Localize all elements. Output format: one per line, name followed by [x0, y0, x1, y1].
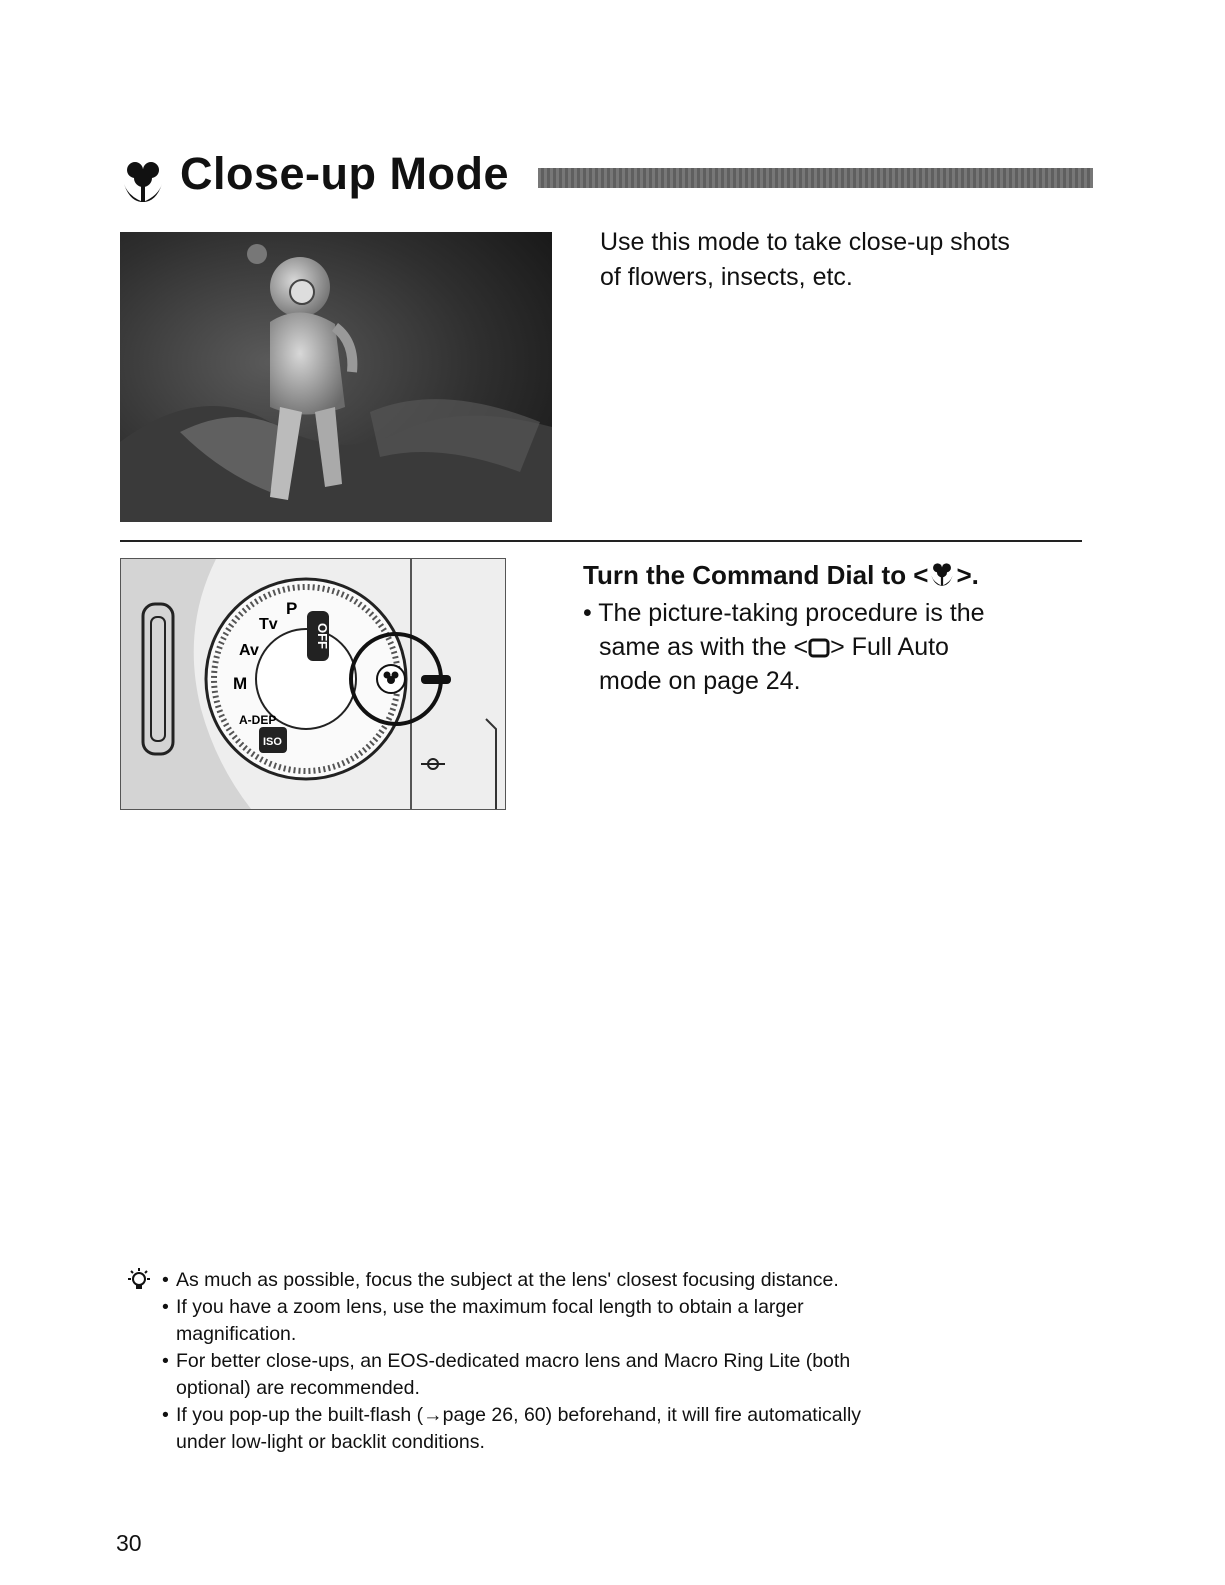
- bullet: •: [162, 1269, 169, 1291]
- intro-line: Use this mode to take close-up shots: [600, 228, 1010, 256]
- step-heading-suffix: >.: [956, 560, 979, 590]
- tips-section: [124, 1267, 1084, 1456]
- tip-item: [124, 1402, 1084, 1456]
- flower-icon: [928, 561, 956, 587]
- tip-text: magnification.: [176, 1323, 297, 1345]
- page-title-row: [118, 150, 1093, 206]
- command-dial-illustration: [121, 559, 505, 809]
- tip-text: under low-light or backlit conditions.: [176, 1431, 485, 1453]
- tip-text: For better close-ups, an EOS-dedicated macro lens and Macro Ring Lite (both: [176, 1350, 851, 1372]
- page-number: 30: [116, 1530, 142, 1556]
- intro-paragraph: [600, 225, 1090, 295]
- dial-label-tv: Tv: [259, 616, 278, 633]
- dial-label-iso: ISO: [263, 736, 282, 748]
- figurine-photo-graphic: [120, 232, 552, 522]
- tip-item: [124, 1267, 1084, 1294]
- tip-item: [124, 1294, 1084, 1348]
- command-dial-figure: [120, 558, 506, 810]
- dial-label-p: P: [286, 599, 298, 618]
- dial-label-adep: A-DEP: [239, 713, 277, 727]
- step-text: same as with the <: [599, 633, 809, 661]
- bullet: •: [162, 1404, 169, 1426]
- section-divider: [120, 540, 1082, 542]
- step-text: mode on page 24.: [599, 667, 801, 695]
- step-heading-prefix: Turn the Command Dial to <: [583, 560, 929, 590]
- flower-icon: [118, 158, 168, 204]
- dial-label-m: M: [233, 674, 248, 693]
- tip-text: If you pop-up the built-flash (→page 26, 60) beforehand, it will fire automatically: [176, 1404, 862, 1426]
- title-rule: [538, 168, 1093, 188]
- tip-text: If you have a zoom lens, use the maximum focal length to obtain a larger: [176, 1296, 804, 1318]
- step-text: > Full Auto: [830, 633, 949, 661]
- full-auto-icon: [808, 638, 830, 658]
- dial-label-av: Av: [239, 642, 259, 659]
- tip-text: As much as possible, focus the subject at the lens' closest focusing distance.: [176, 1269, 839, 1291]
- bullet: •: [162, 1296, 169, 1318]
- step-line: [583, 664, 1063, 698]
- close-up-photo: [120, 232, 552, 522]
- tip-text: optional) are recommended.: [176, 1377, 420, 1399]
- step-heading: [583, 560, 979, 591]
- bullet: •: [162, 1350, 169, 1372]
- page-title: Close-up Mode: [180, 148, 509, 199]
- dial-label-off: OFF: [315, 623, 330, 649]
- tip-item: [124, 1348, 1084, 1402]
- bullet: •: [583, 599, 592, 627]
- step-line: [583, 596, 1063, 630]
- step-line: [583, 630, 1063, 664]
- step-instructions: [583, 596, 1063, 698]
- step-text: The picture-taking procedure is the: [598, 599, 985, 627]
- intro-line: of flowers, insects, etc.: [600, 263, 853, 291]
